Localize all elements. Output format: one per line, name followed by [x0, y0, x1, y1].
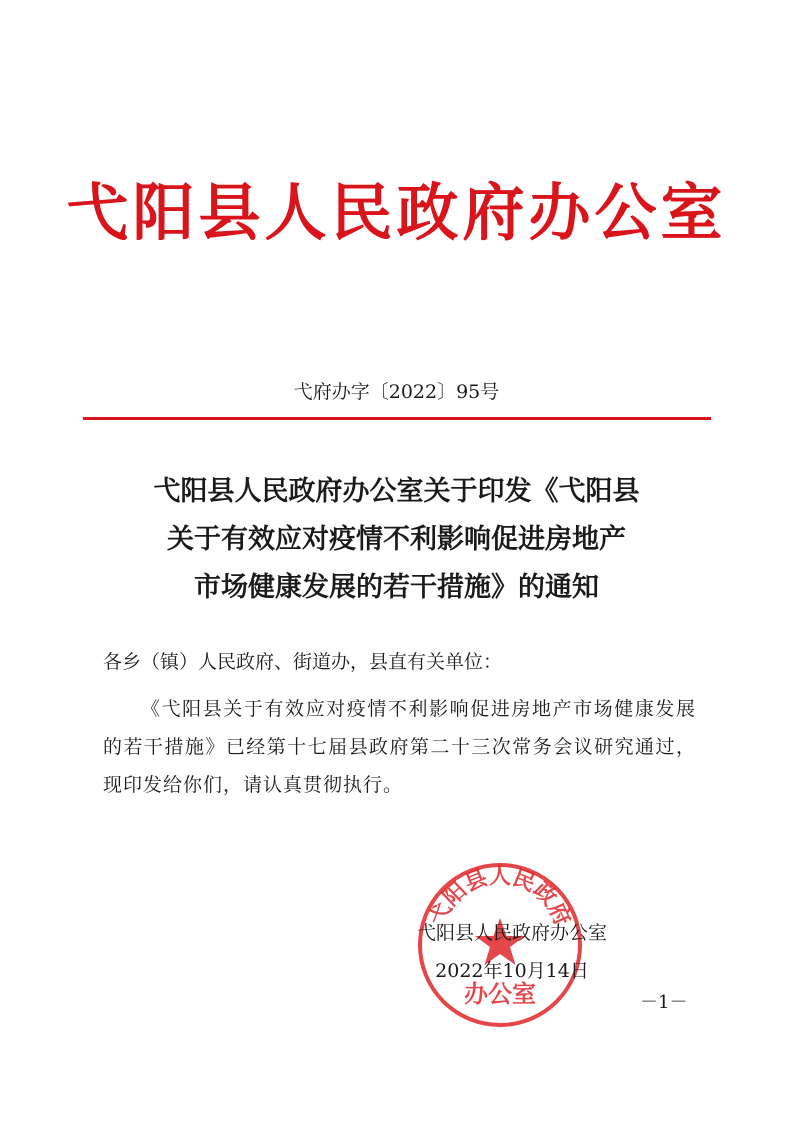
title-line-3: 市场健康发展的若干措施》的通知 [194, 572, 599, 603]
page-number: －1－ [640, 992, 688, 1013]
document-title [60, 468, 733, 612]
issuer-signature: 弋阳县人民政府办公室 [416, 922, 607, 944]
title-line-2: 关于有效应对疫情不利影响促进房地产 [167, 524, 626, 555]
body-paragraph: 《弋阳县关于有效应对疫情不利影响促进房地产市场健康发展的若干措施》已经第十七届县政府第二十三次常务会议研究通过，现印发给你们，请认真贯彻执行。 [103, 698, 696, 796]
issue-date: 2022年10月14日 [435, 960, 589, 982]
seal-top-text: 弋阳县人民政府 [425, 864, 575, 930]
official-seal [415, 860, 585, 1030]
document-number: 弋府办字〔2022〕95号 [293, 381, 500, 403]
masthead: 弋阳县人民政府办公室 [66, 176, 727, 249]
title-line-1: 弋阳县人民政府办公室关于印发《弋阳县 [153, 476, 640, 507]
addressee: 各乡（镇）人民政府、街道办，县直有关单位： [103, 651, 503, 673]
seal-bottom-text: 办公室 [464, 980, 536, 1008]
red-divider [83, 417, 711, 420]
seal-graphic [415, 860, 585, 1030]
